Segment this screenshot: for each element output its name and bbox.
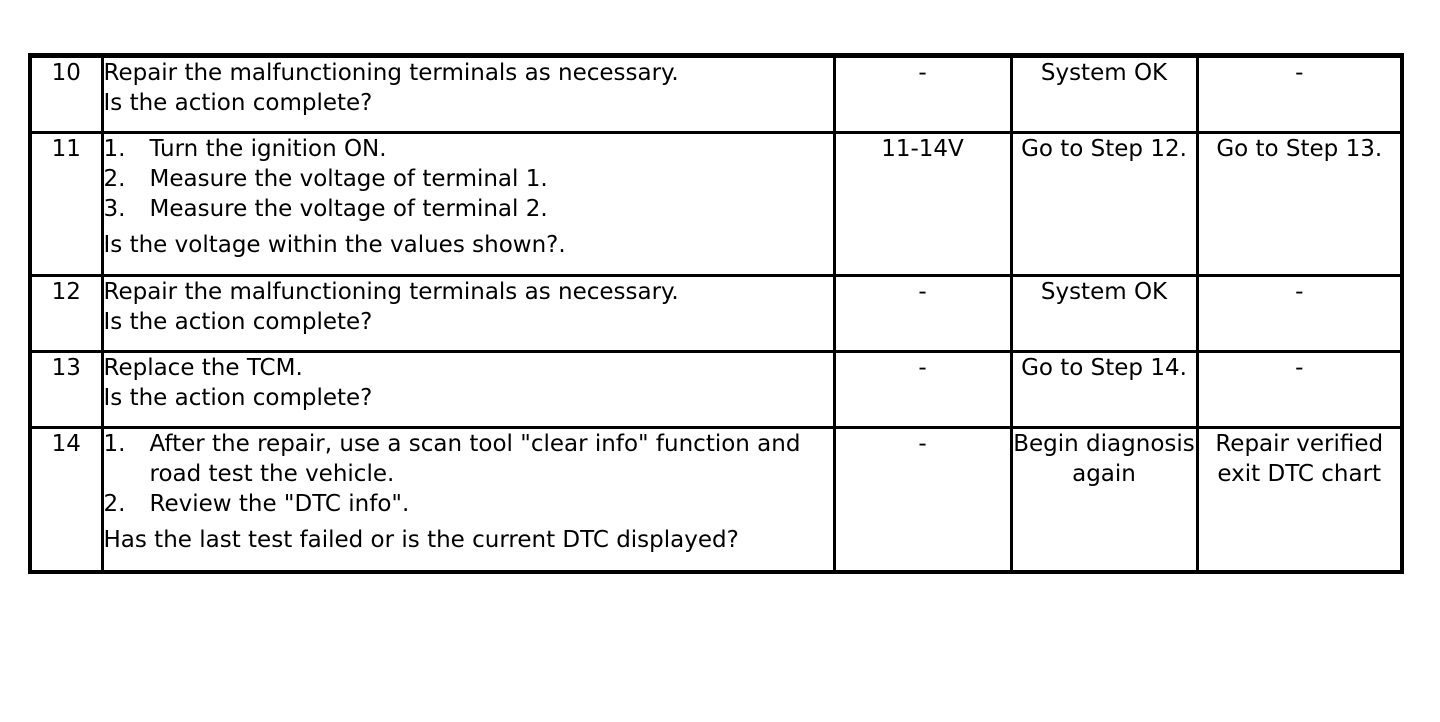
value-cell: -	[834, 276, 1011, 352]
substep-list	[104, 134, 833, 224]
step-number: 10	[30, 56, 102, 133]
substep-number: 2.	[103, 491, 126, 517]
substep-list	[104, 429, 833, 519]
diagnostic-table-container	[28, 53, 1400, 574]
yes-cell: System OK	[1011, 276, 1197, 352]
step-number: 11	[30, 133, 102, 276]
substep-text: After the repair, use a scan tool "clear info" function and road test the vehicle.	[149, 431, 801, 487]
action-cell	[102, 133, 834, 276]
no-cell: -	[1197, 276, 1402, 352]
substep-item	[104, 194, 833, 224]
substep-text: Measure the voltage of terminal 2.	[149, 196, 548, 222]
substep-text: Measure the voltage of terminal 1.	[149, 166, 548, 192]
table-row	[30, 56, 1402, 133]
action-cell	[102, 56, 834, 133]
substep-item	[104, 164, 833, 194]
table-row	[30, 133, 1402, 276]
action-cell	[102, 352, 834, 428]
step-number: 14	[30, 428, 102, 573]
value-cell: -	[834, 56, 1011, 133]
yes-cell: Go to Step 12.	[1011, 133, 1197, 276]
action-question: Is the action complete?	[103, 309, 373, 335]
value-cell: 11-14V	[834, 133, 1011, 276]
substep-item	[104, 429, 833, 489]
action-question: Is the voltage within the values shown?.	[103, 232, 566, 258]
substep-number: 3.	[103, 196, 126, 222]
action-question: Has the last test failed or is the current DTC displayed?	[103, 527, 739, 553]
action-line: Repair the malfunctioning terminals as necessary.	[103, 279, 679, 305]
table-row	[30, 428, 1402, 573]
substep-item	[104, 134, 833, 164]
value-cell: -	[834, 428, 1011, 573]
substep-number: 1.	[103, 136, 126, 162]
table-row	[30, 352, 1402, 428]
action-question: Is the action complete?	[103, 90, 373, 116]
action-line: Replace the TCM.	[103, 355, 303, 381]
yes-cell: Begin diagnosis again	[1011, 428, 1197, 573]
substep-text: Turn the ignition ON.	[149, 136, 387, 162]
no-cell: Go to Step 13.	[1197, 133, 1402, 276]
substep-number: 2.	[103, 166, 126, 192]
no-cell: -	[1197, 352, 1402, 428]
yes-cell: System OK	[1011, 56, 1197, 133]
step-number: 13	[30, 352, 102, 428]
action-cell	[102, 276, 834, 352]
no-cell: Repair verified exit DTC chart	[1197, 428, 1402, 573]
step-number: 12	[30, 276, 102, 352]
value-cell: -	[834, 352, 1011, 428]
substep-number: 1.	[103, 431, 126, 457]
no-cell: -	[1197, 56, 1402, 133]
yes-cell: Go to Step 14.	[1011, 352, 1197, 428]
action-cell	[102, 428, 834, 573]
diagnostic-table	[28, 53, 1404, 574]
action-question: Is the action complete?	[103, 385, 373, 411]
table-row	[30, 276, 1402, 352]
substep-text: Review the "DTC info".	[149, 491, 410, 517]
action-line: Repair the malfunctioning terminals as necessary.	[103, 60, 679, 86]
substep-item	[104, 489, 833, 519]
